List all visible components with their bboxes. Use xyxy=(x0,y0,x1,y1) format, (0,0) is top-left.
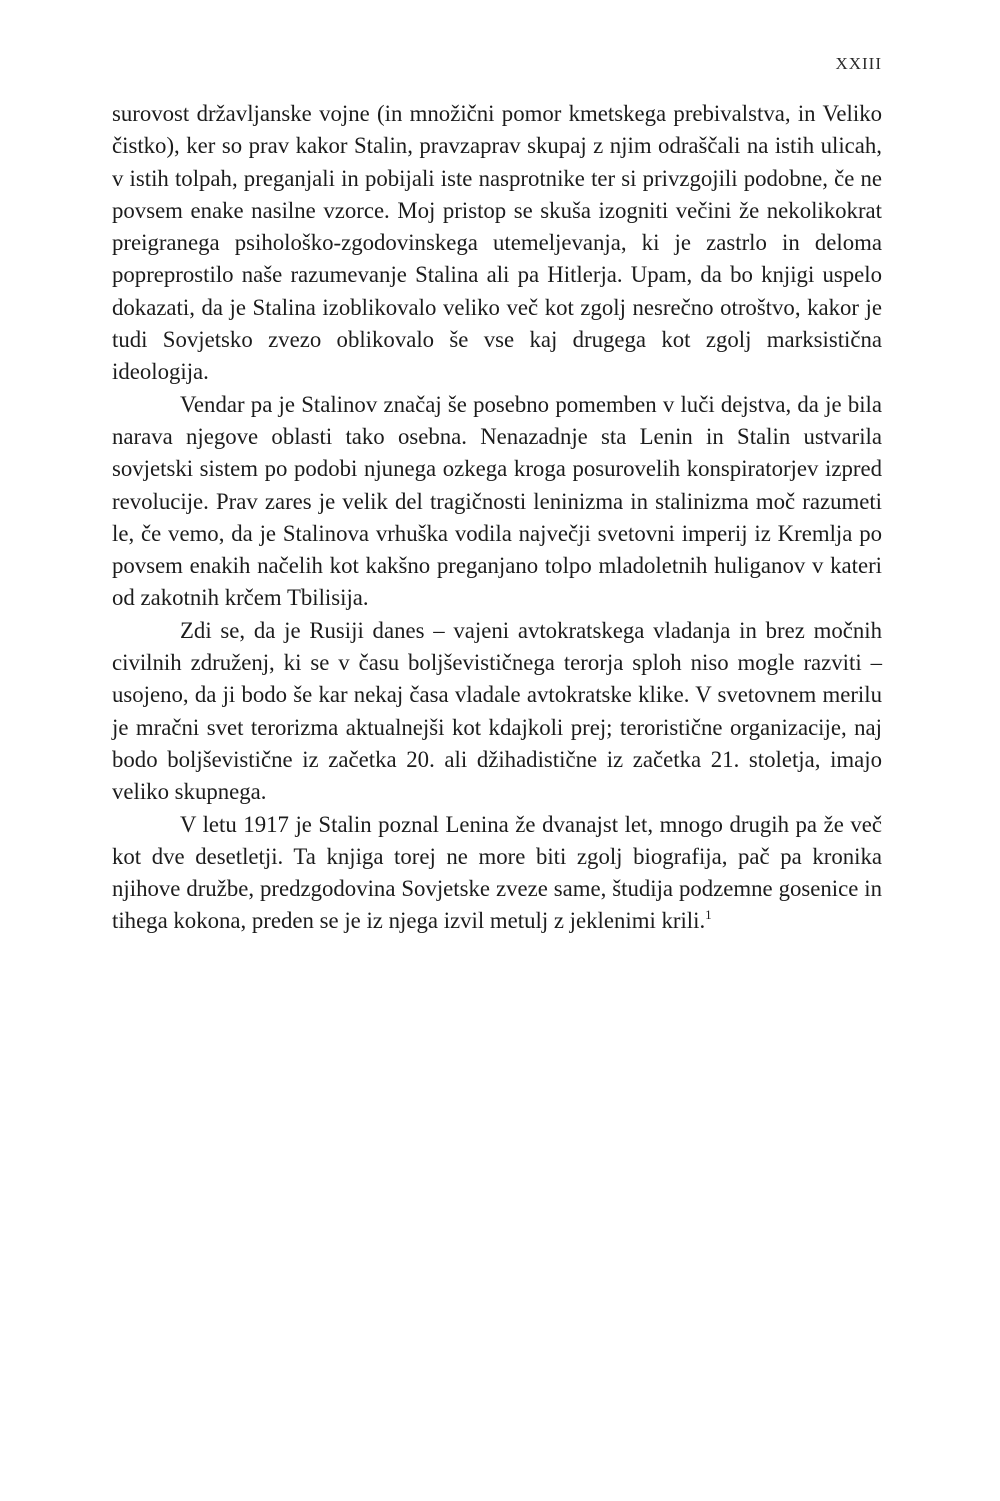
body-text xyxy=(112,98,882,938)
footnote-reference[interactable]: 1 xyxy=(705,907,712,923)
paragraph-4-text: V letu 1917 je Stalin poznal Lenina že dvanajst let, mnogo drugih pa že več kot dve desetletji. Ta knjiga torej ne more biti zgolj biografija, pač pa kronika njihove družbe, predzgodovina Sovjetske zveze same, študija podzemne gosenice in tihega kokona, preden se je iz njega izvil metulj z jeklenimi krili. xyxy=(112,811,882,934)
paragraph-3: Zdi se, da je Rusiji danes – vajeni avtokratskega vladanja in brez močnih civilnih združenj, ki se v času boljševističnega terorja sploh niso mogle razviti – usojeno, da ji bodo še kar nekaj časa vladale avtokratske klike. V svetovnem merilu je mračni svet terorizma aktualnejši kot kdajkoli prej; teroristične organizacije, naj bodo boljševistične iz začetka 20. ali džihadistične iz začetka 21. stoletja, imajo veliko skupnega. xyxy=(112,617,882,805)
paragraph-2: Vendar pa je Stalinov značaj še posebno pomemben v luči dejstva, da je bila narava njegove oblasti tako osebna. Nenazadnje sta Lenin in Stalin ustvarila sovjetski sistem po podobi njunega ozkega kroga posurovelih konspiratorjev izpred revolucije. Prav zares je velik del tragičnosti leninizma in stalinizma moč razumeti le, če vemo, da je Stalinova vrhuška vodila največji svetovni imperij iz Kremlja po povsem enakih načelih kot kakšno preganjano tolpo mladoletnih huliganov v kateri od zakotnih krčem Tbilisija. xyxy=(112,391,882,611)
paragraph-4 xyxy=(112,809,882,938)
paragraph-1: surovost državljanske vojne (in množični pomor kmetskega prebivalstva, in Veliko čistko), ker so prav kakor Stalin, pravzaprav skupaj z njim odraščali na istih ulicah, v istih tolpah, preganjali in pobijali iste nasprotnike ter si privzgojili podobne, če ne povsem enake nasilne vzorce. Moj pristop se skuša izogniti večini že nekolikokrat preigranega psihološko-zgodovinskega utemeljevanja, ki je zastrlo in deloma popreprostilo naše razumevanje Stalina ali pa Hitlerja. Upam, da bo knjigi uspelo dokazati, da je Stalina izoblikovalo veliko več kot zgolj nesrečno otroštvo, kakor je tudi Sovjetsko zvezo oblikovalo še vse kaj drugega kot zgolj marksistična ideologija. xyxy=(112,101,882,385)
page-number: XXIII xyxy=(835,54,882,73)
